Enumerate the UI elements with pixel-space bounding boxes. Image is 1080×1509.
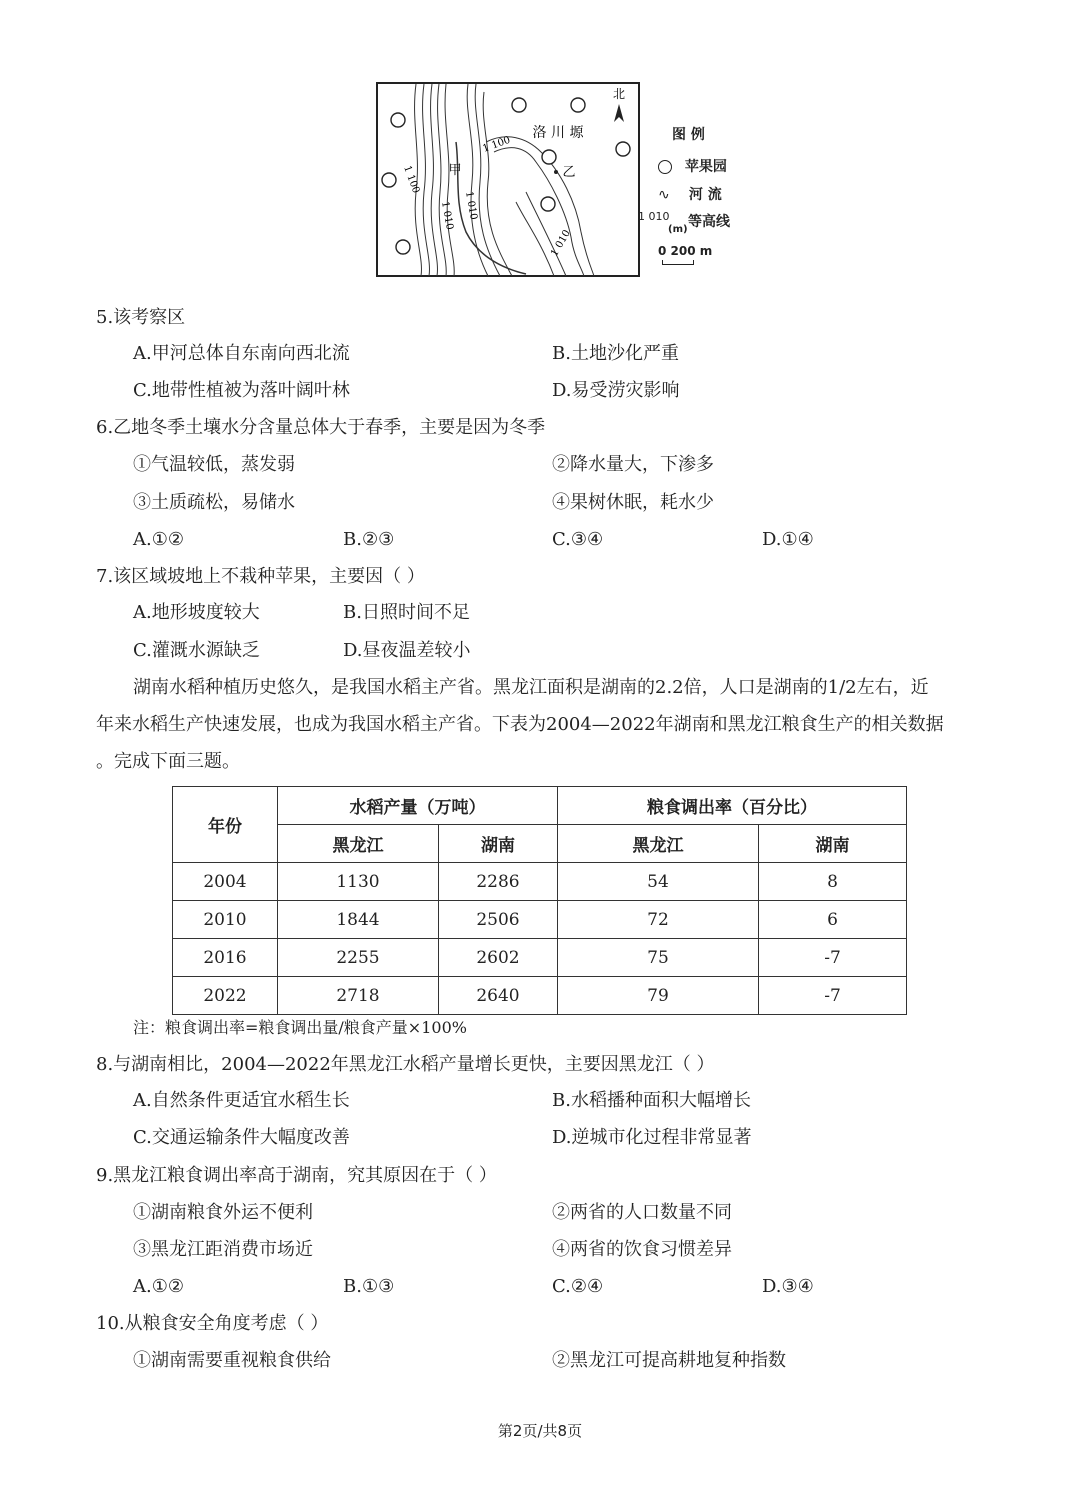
q9-item-4: ④两省的饮食习惯差异: [552, 1239, 732, 1260]
apple-icon: [541, 197, 555, 211]
apple-icon: [658, 160, 672, 174]
sub-header: 湖南: [439, 825, 558, 863]
q5-stem: 5.该考察区: [96, 307, 186, 328]
table-row: [173, 901, 907, 939]
legend-title: 图 例: [672, 127, 705, 143]
q8-stem: 8.与湖南相比，2004—2022年黑龙江水稻产量增长更快，主要因黑龙江（ ）: [96, 1054, 715, 1075]
apple-icon: [571, 98, 585, 112]
place-name: 洛 川 塬: [532, 125, 584, 141]
q9-item-2: ②两省的人口数量不同: [552, 1202, 732, 1223]
table-cell: 1844: [278, 901, 439, 939]
q9-stem: 9.黑龙江粮食调出率高于湖南，究其原因在于（ ）: [96, 1165, 497, 1186]
q6-option-d[interactable]: D.①④: [762, 529, 814, 550]
q6-item-1: ①气温较低，蒸发弱: [133, 454, 295, 475]
table-cell: -7: [759, 977, 907, 1015]
sub-header: 湖南: [759, 825, 907, 863]
apple-icon: [382, 173, 396, 187]
legend-item-apple: [658, 156, 727, 176]
q6-item-2: ②降水量大，下渗多: [552, 454, 714, 475]
q7-option-a[interactable]: A.地形坡度较大: [133, 602, 260, 623]
apple-icon: [512, 98, 526, 112]
river-label: 甲: [448, 163, 462, 178]
q6-item-4: ④果树休眠，耗水少: [552, 492, 714, 513]
table-cell: 2602: [439, 939, 558, 977]
intro-line-2: 年来水稻生产快速发展，也成为我国水稻主产省。下表为2004—2022年湖南和黑龙江粮食生产的相关数据: [96, 714, 944, 735]
q5-option-c[interactable]: C.地带性植被为落叶阔叶林: [133, 380, 350, 401]
map-legend: [638, 120, 762, 270]
table-cell: 2255: [278, 939, 439, 977]
contour-map: [376, 82, 640, 277]
q7-stem: 7.该区域坡地上不栽种苹果，主要因（ ）: [96, 566, 425, 587]
year-header: 年份: [173, 787, 278, 863]
table-cell: 8: [759, 863, 907, 901]
q10-stem: 10.从粮食安全角度考虑（ ）: [96, 1313, 329, 1334]
q5-option-a[interactable]: A.甲河总体自东南向西北流: [133, 343, 350, 364]
sub-header: 黑龙江: [558, 825, 759, 863]
q9-option-c[interactable]: C.②④: [552, 1276, 604, 1297]
q6-option-a[interactable]: A.①②: [133, 529, 184, 550]
table-cell: 1130: [278, 863, 439, 901]
contour-label: 1 010: [463, 190, 479, 221]
table-cell: 2004: [173, 863, 278, 901]
q6-option-b[interactable]: B.②③: [343, 529, 395, 550]
table-cell: 2506: [439, 901, 558, 939]
q8-option-b[interactable]: B.水稻播种面积大幅增长: [552, 1090, 751, 1111]
table-cell: 2010: [173, 901, 278, 939]
table-cell: 2022: [173, 977, 278, 1015]
intro-line-3: 。完成下面三题。: [96, 751, 240, 772]
legend-contour-sample: 1 010: [638, 210, 670, 223]
q7-option-c[interactable]: C.灌溉水源缺乏: [133, 640, 260, 661]
table-row: [173, 863, 907, 901]
table-cell: -7: [759, 939, 907, 977]
q8-option-a[interactable]: A.自然条件更适宜水稻生长: [133, 1090, 350, 1111]
q9-option-a[interactable]: A.①②: [133, 1276, 184, 1297]
q10-item-2: ②黑龙江可提高耕地复种指数: [552, 1350, 786, 1371]
apple-icon: [542, 150, 556, 164]
river-icon: ∿: [658, 187, 670, 203]
table-row: [173, 977, 907, 1015]
q9-option-d[interactable]: D.③④: [762, 1276, 814, 1297]
q9-item-1: ①湖南粮食外运不便利: [133, 1202, 313, 1223]
contour-label: 1 100: [481, 134, 512, 155]
q5-option-d[interactable]: D.易受涝灾影响: [552, 380, 680, 401]
scale-bar: [662, 260, 694, 265]
page-footer: 第2页/共8页: [497, 1422, 583, 1440]
grain-export-header: 粮食调出率（百分比）: [558, 787, 907, 825]
q5-option-b[interactable]: B.土地沙化严重: [552, 343, 679, 364]
q6-item-3: ③土质疏松，易储水: [133, 492, 295, 513]
table-cell: 72: [558, 901, 759, 939]
contour-label: 1 010: [439, 200, 455, 231]
contour-label: 1 100: [401, 164, 422, 195]
point-label: 乙: [562, 165, 576, 180]
table-row: [173, 939, 907, 977]
legend-contour-unit: (m): [668, 224, 688, 235]
q7-option-d[interactable]: D.昼夜温差较小: [343, 640, 471, 661]
q6-stem: 6.乙地冬季土壤水分含量总体大于春季，主要是因为冬季: [96, 417, 546, 438]
north-label: 北: [612, 87, 626, 101]
legend-label: 河 流: [688, 187, 722, 203]
q6-option-c[interactable]: C.③④: [552, 529, 604, 550]
grain-data-table: [172, 786, 907, 1015]
table-cell: 2016: [173, 939, 278, 977]
table-cell: 54: [558, 863, 759, 901]
table-cell: 2718: [278, 977, 439, 1015]
q9-option-b[interactable]: B.①③: [343, 1276, 395, 1297]
legend-item-river: [658, 184, 722, 204]
q8-option-d[interactable]: D.逆城市化过程非常显著: [552, 1127, 752, 1148]
apple-icon: [616, 142, 630, 156]
rice-output-header: 水稻产量（万吨）: [278, 787, 558, 825]
intro-line-1: 湖南水稻种植历史悠久，是我国水稻主产省。黑龙江面积是湖南的2.2倍，人口是湖南的1/2左右，近: [133, 677, 929, 698]
apple-icon: [391, 113, 405, 127]
table-cell: 6: [759, 901, 907, 939]
table-cell: 75: [558, 939, 759, 977]
table-cell: 2640: [439, 977, 558, 1015]
q10-item-1: ①湖南需要重视粮食供给: [133, 1350, 331, 1371]
q9-item-3: ③黑龙江距消费市场近: [133, 1239, 313, 1260]
q8-option-c[interactable]: C.交通运输条件大幅度改善: [133, 1127, 350, 1148]
legend-label: 等高线: [688, 214, 730, 230]
sub-header: 黑龙江: [278, 825, 439, 863]
q7-option-b[interactable]: B.日照时间不足: [343, 602, 470, 623]
map-scale: 0 200 m: [658, 244, 713, 258]
legend-label: 苹果园: [684, 159, 727, 175]
apple-icon: [396, 240, 410, 254]
table-cell: 79: [558, 977, 759, 1015]
table-note: 注：粮食调出率=粮食调出量/粮食产量×100%: [133, 1018, 467, 1037]
point-dot: [554, 170, 558, 174]
contour-label: 1 010: [549, 228, 573, 259]
table-cell: 2286: [439, 863, 558, 901]
